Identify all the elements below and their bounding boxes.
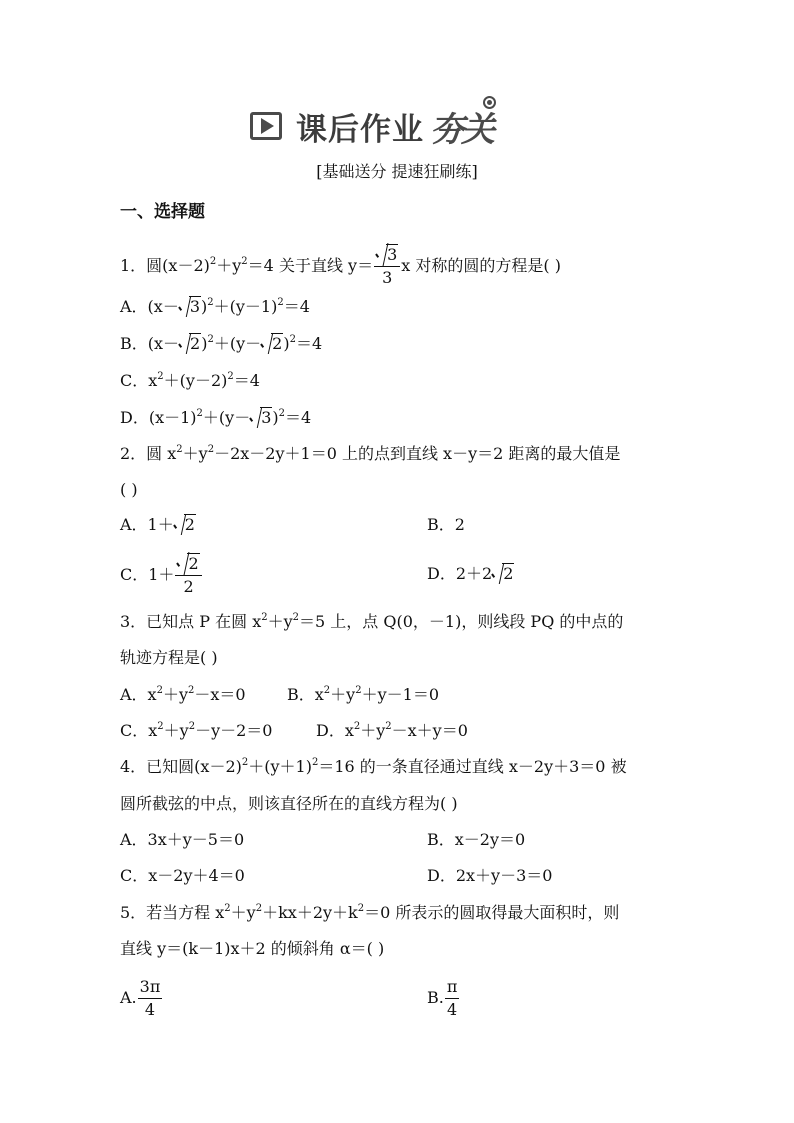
question-5: 5．若当方程 $x^2+y^2+kx+2y+k^2=0$ 所表示的圆取得最大面积时，则 <box>120 903 620 922</box>
q5-option-b[interactable]: B. $\frac{\pi}{4}$ <box>427 977 458 1019</box>
question-4-cont: 圆所截弦的中点，则该直径所在的直线方程为( ) <box>120 794 458 813</box>
q2-option-a[interactable]: A．1＋ 2 <box>120 515 195 534</box>
question-2: 2．圆 $x^2+y^2-2x-2y+1=0$ 上的点到直线 x－y＝2 距离的最大值是 <box>120 444 621 463</box>
homework-header <box>250 104 492 148</box>
q2-option-d[interactable]: D．2＋2 2 <box>427 564 514 583</box>
fraction: $\frac{3\pi}{4}$ <box>139 977 161 1019</box>
q3-option-b[interactable]: B．$x^2+y^2+y-1=0$ <box>287 685 439 704</box>
logo-badge-icon <box>483 96 496 109</box>
question-1: 1．圆$(x-2)^2+y^2=4$ 关于直线 y＝ $\frac{3}{3}$ x 对称的圆的方程是( ) <box>120 245 561 287</box>
brand-logo: 夯关 <box>430 102 492 151</box>
question-3: 3．已知点 P 在圆 $x^2+y^2=5$ 上，点 Q(0，－1)，则线段 PQ 的中点的 <box>120 612 624 631</box>
q4-option-d[interactable]: D．2x＋y－3＝0 <box>427 866 553 885</box>
section-title: 一、选择题 <box>120 202 205 222</box>
subtitle: [基础送分 提速狂刷练] <box>316 162 478 181</box>
q2-option-c[interactable]: C．1＋ $\frac{2}{2}$ <box>120 553 203 598</box>
q4-option-a[interactable]: A．3x＋y－5＝0 <box>120 830 245 849</box>
q1-option-b[interactable]: B．$(x- 2)^2+(y- 2)^2=4$ <box>120 334 323 353</box>
q3-option-a[interactable]: A．$x^2+y^2-x=0$ <box>120 685 246 704</box>
q4-option-b[interactable]: B．x－2y＝0 <box>427 830 526 849</box>
question-5-cont: 直线 y＝(k－1)x＋2 的倾斜角 α＝( ) <box>120 939 385 958</box>
header-title: 课后作业 <box>296 111 424 148</box>
q1-option-c[interactable]: C．$x^2+(y-2)^2=4$ <box>120 371 260 390</box>
q3-option-d[interactable]: D．$x^2+y^2-x+y=0$ <box>316 721 468 740</box>
fraction: $\frac{3}{3}$ <box>374 244 400 289</box>
q5-option-a[interactable]: A. $\frac{3\pi}{4}$ <box>120 977 161 1019</box>
q3-option-c[interactable]: C．$x^2+y^2-y-2=0$ <box>120 721 273 740</box>
q1-option-a[interactable]: A．$(x- 3)^2+(y-1)^2=4$ <box>120 297 310 316</box>
q4-option-c[interactable]: C．x－2y＋4＝0 <box>120 866 245 885</box>
question-3-cont: 轨迹方程是( ) <box>120 648 218 667</box>
question-2-cont: ( ) <box>120 480 138 499</box>
fraction: $\frac{2}{2}$ <box>175 553 201 598</box>
fraction: $\frac{\pi}{4}$ <box>446 977 458 1019</box>
question-4: 4．已知圆$(x-2)^2+(y+1)^2=16$ 的一条直径通过直线 x－2y＋3＝0 被 <box>120 757 627 776</box>
q1-option-d[interactable]: D．$(x-1)^2+(y- 3)^2=4$ <box>120 408 312 427</box>
play-icon <box>250 112 282 140</box>
q2-option-b[interactable]: B．2 <box>427 515 465 534</box>
